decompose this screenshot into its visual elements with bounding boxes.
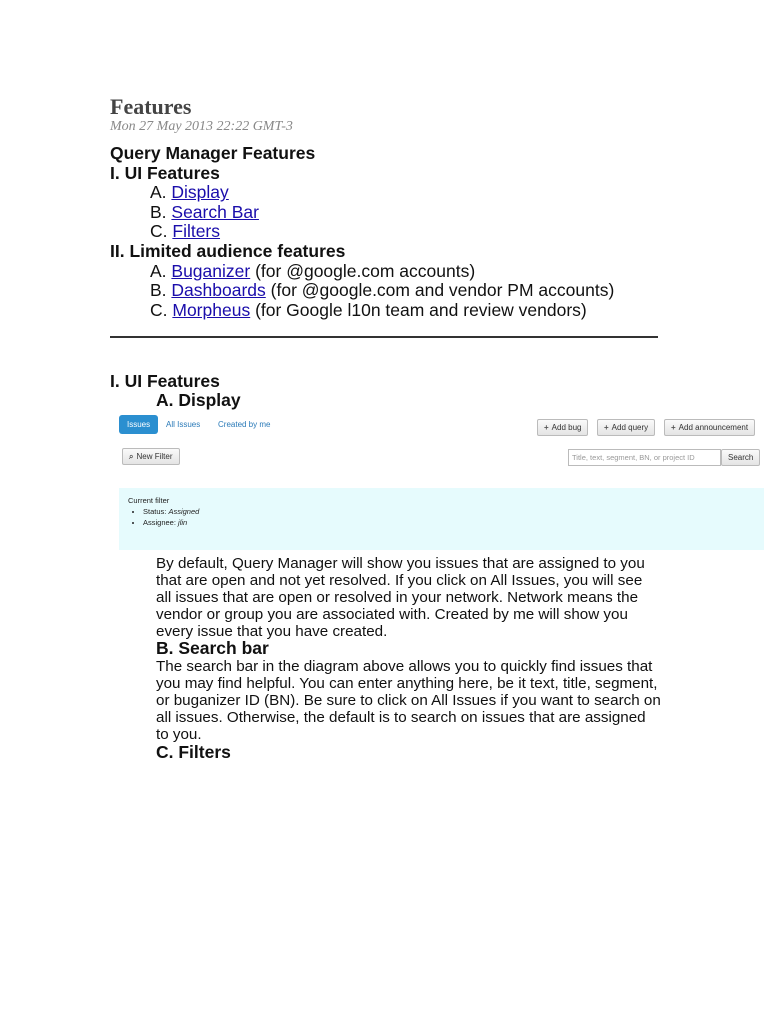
toc-item-prefix: C. <box>150 221 173 242</box>
toc-item-prefix: A. <box>150 260 172 281</box>
link-morpheus[interactable]: Morpheus <box>172 299 251 320</box>
toc-item <box>110 203 614 223</box>
filter-list <box>119 506 199 528</box>
filter-assignee-label: Assignee: <box>143 518 179 527</box>
toc-item <box>110 281 614 301</box>
link-filters[interactable]: Filters <box>172 221 221 242</box>
toc-section-2: II. Limited audience features <box>110 240 346 261</box>
add-query-label: Add query <box>611 423 649 432</box>
post-date: Mon 27 May 2013 22:22 GMT-3 <box>110 119 293 134</box>
toc-section-1: I. UI Features <box>110 162 220 183</box>
tab-created-by-me: Created by me <box>218 420 271 429</box>
add-announcement-label: Add announcement <box>678 423 749 432</box>
display-description: By default, Query Manager will show you issues that are assigned to you that are open and not yet resolved. If you click on All Issues, you will see all issues that are open or resolved in your network. Network means the vendor or group you are associated with. Created by me will show you every issue that you have created. <box>156 555 645 640</box>
tab-all-issues: All Issues <box>166 420 201 429</box>
link-display[interactable]: Display <box>171 182 229 203</box>
filter-assignee-value: jlin <box>178 518 188 527</box>
toc-item-note: (for @google.com accounts) <box>250 260 476 281</box>
plus-icon: + <box>604 423 609 432</box>
subheading-display: A. Display <box>156 390 241 410</box>
link-buganizer[interactable]: Buganizer <box>171 260 251 281</box>
search-input: Title, text, segment, BN, or project ID <box>568 449 721 466</box>
filter-status-label: Status: <box>143 507 169 516</box>
add-announcement-button <box>664 419 755 436</box>
table-of-contents <box>110 144 614 320</box>
new-filter-button <box>122 448 180 465</box>
filter-status <box>143 506 199 517</box>
toc-item <box>110 183 614 203</box>
toc-item-prefix: B. <box>150 201 172 222</box>
toc-item-prefix: A. <box>150 182 172 203</box>
plus-icon: + <box>671 423 676 432</box>
toc-item <box>110 262 614 282</box>
filter-assignee <box>143 517 199 528</box>
add-bug-button <box>537 419 588 436</box>
toc-item <box>110 301 614 321</box>
plus-icon: + <box>544 423 549 432</box>
current-filter-title: Current filter <box>128 496 170 505</box>
link-dashboards[interactable]: Dashboards <box>171 280 266 301</box>
search-button: Search <box>721 449 760 466</box>
subheading-search-bar: B. Search bar <box>156 638 269 658</box>
section-heading-ui-features: I. UI Features <box>110 371 220 391</box>
search-bar-description: The search bar in the diagram above allows you to quickly find issues that you may find helpful. You can enter anything here, be it text, title, segment, or buganizer ID (BN). Be sure to click on All Issues if you want to search on all issues. Otherwise, the default is to search on issues that are assigned to you. <box>156 658 661 743</box>
toc-heading: Query Manager Features <box>110 143 316 163</box>
search-icon: ⌕ <box>129 452 134 461</box>
tab-issues: Issues <box>119 415 158 434</box>
toc-item-note: (for Google l10n team and review vendors) <box>250 299 587 320</box>
current-filter-panel <box>119 488 764 550</box>
toc-item-prefix: C. <box>150 299 173 320</box>
toc-item-prefix: B. <box>150 280 172 301</box>
add-bug-label: Add bug <box>551 423 582 432</box>
toc-item <box>110 222 614 242</box>
subheading-filters: C. Filters <box>156 742 231 762</box>
page-title: Features <box>110 94 192 119</box>
horizontal-rule <box>110 336 658 338</box>
add-query-button <box>597 419 655 436</box>
link-search-bar[interactable]: Search Bar <box>171 201 259 222</box>
query-manager-screenshot <box>118 412 764 552</box>
filter-status-value: Assigned <box>168 507 200 516</box>
toc-item-note: (for @google.com and vendor PM accounts) <box>265 280 615 301</box>
new-filter-label: New Filter <box>136 452 173 461</box>
